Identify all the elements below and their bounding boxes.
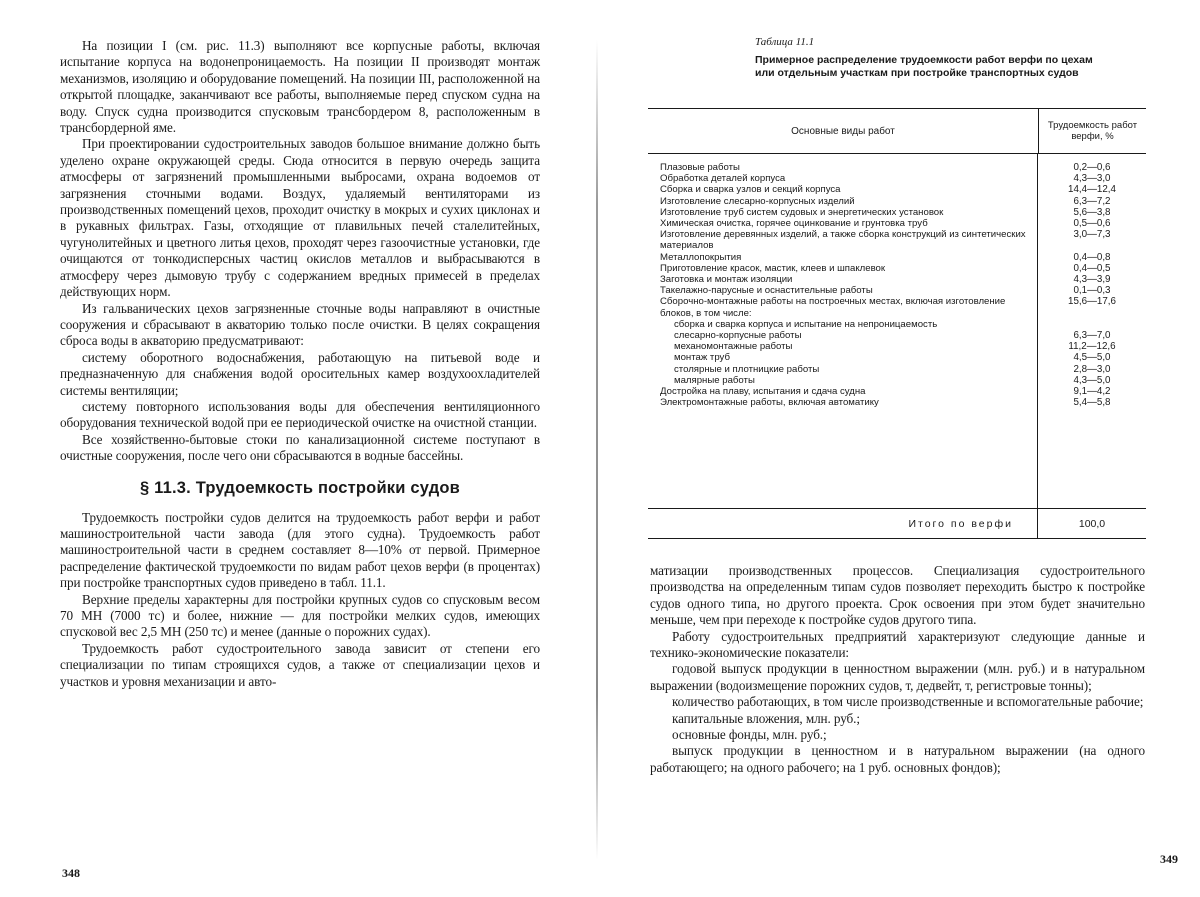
table-row — [660, 285, 1029, 296]
work-type-column — [648, 154, 1038, 508]
work-type-cell: столярные и плотницкие работы — [660, 364, 1029, 375]
paragraph: систему повторного использования воды для обеспечения вентиляционного оборудования технической водой при ее периодической очистке на очистной станции. — [60, 399, 540, 432]
table-row — [660, 319, 1029, 330]
table-row — [660, 229, 1029, 251]
paragraph: матизации производственных процессов. Специализация судостроительного производства на определенным типам судов позволяет переходить быстро к постройке судов одного типа, но другого проекта. Срок освоения при этом будет значительно меньше, чем при переходе к постройке судов другого типа. — [650, 563, 1145, 629]
table-row — [660, 184, 1029, 195]
labor-percent-cell: 6,3—7,0 — [1038, 330, 1146, 341]
table-row — [660, 330, 1029, 341]
work-type-cell: Такелажно-парусные и оснастительные работы — [660, 285, 1029, 296]
work-type-cell: Изготовление слесарно-корпусных изделий — [660, 196, 1029, 207]
work-type-cell: малярные работы — [660, 375, 1029, 386]
column-header-work-type: Основные виды работ — [648, 109, 1039, 153]
paragraph: капитальные вложения, млн. руб.; — [650, 711, 1145, 727]
right-text-column — [650, 563, 1145, 776]
table-row — [660, 274, 1029, 285]
work-type-cell: Изготовление деревянных изделий, а также сборка конструкций из синтетических материалов — [660, 229, 1029, 251]
labor-percent-cell — [1038, 319, 1146, 330]
work-type-cell: Сборка и сварка узлов и секций корпуса — [660, 184, 1029, 195]
table-body — [648, 154, 1146, 508]
labor-percent-cell: 0,4—0,8 — [1038, 252, 1146, 263]
work-type-cell: Электромонтажные работы, включая автоматику — [660, 397, 1029, 408]
total-value: 100,0 — [1038, 509, 1146, 539]
paragraph: выпуск продукции в ценностном и в натуральном выражении (на одного работающего; на одного рабочего; на 1 руб. основных фондов); — [650, 743, 1145, 776]
paragraph: систему оборотного водоснабжения, работающую на питьевой воде и предназначенную для снабжения водой оросительных камер воздухоохладителей системы вентиляции; — [60, 350, 540, 399]
right-page — [600, 0, 1200, 897]
total-label: Итого по верфи — [648, 509, 1038, 539]
paragraph: На позиции I (см. рис. 11.3) выполняют все корпусные работы, включая испытание корпуса на водонепроницаемость. На позиции II производят монтаж механизмов, изоляцию и оборудование помещений. На позиции III, расположенной на открытой площадке, заканчивают все работы, выполняемые перед спуском судна на воду. Спуск судна производится спусковым трансбордером 8, расположенным в трансбордерной яме. — [60, 38, 540, 136]
paragraph: Верхние пределы характерны для постройки крупных судов со спусковым весом 70 МН (7000 тс) и более, нижние — для постройки мелких судов, имеющих спусковой вес 2,5 МН (250 тс) и менее (данные о порожних судах). — [60, 592, 540, 641]
table-header — [648, 109, 1146, 154]
work-type-cell: Химическая очистка, горячее оцинкование и грунтовка труб — [660, 218, 1029, 229]
labor-percent-cell: 2,8—3,0 — [1038, 364, 1146, 375]
table-row — [660, 386, 1029, 397]
paragraph: Из гальванических цехов загрязненные сточные воды направляют в очистные сооружения и сбрасывают в акваторию только после очистки. В целях сокращения сброса воды в акваторию предусматривают: — [60, 301, 540, 350]
labor-percent-cell: 3,0—7,3 — [1038, 229, 1146, 251]
paragraph: При проектировании судостроительных заводов большое внимание должно быть уделено охране окружающей среды. Сюда относится в первую очередь защита атмосферы от загрязнений промышленными выбросами, охрана водоемов от загрязнения сточными водами. Воздух, удаляемый вентиляторами из производственных помещений цехов, проходит очистку в мокрых и сухих циклонах и в рукавных фильтрах. Газы, отходящие от плавильных печей сталелитейных, чугунолитейных и цветного литья цехов, проходят через газоочистные установки, где очищаются от тонкодисперсных частиц окислов металлов и выбрасываются в атмосферу через дымовую трубу с содержанием вредных примесей в пределах действующих норм. — [60, 136, 540, 300]
table-caption — [755, 36, 1115, 79]
table-row — [660, 375, 1029, 386]
labor-percent-cell: 9,1—4,2 — [1038, 386, 1146, 397]
labor-percent-cell: 4,3—5,0 — [1038, 375, 1146, 386]
work-type-cell: слесарно-корпусные работы — [660, 330, 1029, 341]
table-row — [660, 162, 1029, 173]
page-number-left: 348 — [62, 866, 80, 881]
work-distribution-table — [648, 108, 1146, 539]
labor-percent-cell: 5,4—5,8 — [1038, 397, 1146, 408]
labor-percent-cell: 5,6—3,8 — [1038, 207, 1146, 218]
labor-percent-cell: 0,4—0,5 — [1038, 263, 1146, 274]
paragraph: основные фонды, млн. руб.; — [650, 727, 1145, 743]
labor-percent-column — [1038, 154, 1146, 508]
paragraph: Трудоемкость постройки судов делится на трудоемкость работ верфи и работ машиностроительной части завода (для этого судна). Трудоемкость работ машиностроительной части в среднем составляет 8—10% от первой. Примерное распределение фактической трудоемкости по видам работ цехов верфи (в процентах) при постройке транспортных судов приведено в табл. 11.1. — [60, 510, 540, 592]
table-row — [660, 397, 1029, 408]
paragraph: Все хозяйственно-бытовые стоки по канализационной системе поступают в очистные сооружения, после чего они сбрасываются в водные бассейны. — [60, 432, 540, 465]
table-row — [660, 207, 1029, 218]
table-row — [660, 263, 1029, 274]
work-type-cell: Изготовление труб систем судовых и энергетических установок — [660, 207, 1029, 218]
table-row — [660, 252, 1029, 263]
table-row — [660, 196, 1029, 207]
work-type-cell: Приготовление красок, мастик, клеев и шпаклевок — [660, 263, 1029, 274]
labor-percent-cell: 11,2—12,6 — [1038, 341, 1146, 352]
table-row — [660, 296, 1029, 318]
page-number-right: 349 — [1160, 852, 1178, 867]
work-type-cell: Заготовка и монтаж изоляции — [660, 274, 1029, 285]
paragraph: Работу судостроительных предприятий характеризуют следующие данные и технико-экономические показатели: — [650, 629, 1145, 662]
table-total-row — [648, 508, 1146, 539]
section-title: § 11.3. Трудоемкость постройки судов — [60, 479, 540, 498]
labor-percent-cell: 6,3—7,2 — [1038, 196, 1146, 207]
paragraph: количество работающих, в том числе производственные и вспомогательные рабочие; — [650, 694, 1145, 710]
labor-percent-cell: 0,2—0,6 — [1038, 162, 1146, 173]
work-type-cell: Сборочно-монтажные работы на построечных местах, включая изготовление блоков, в том числе: — [660, 296, 1029, 318]
labor-percent-cell: 15,6—17,6 — [1038, 296, 1146, 318]
work-type-cell: сборка и сварка корпуса и испытание на непроницаемость — [660, 319, 1029, 330]
labor-percent-cell: 4,3—3,0 — [1038, 173, 1146, 184]
table-row — [660, 173, 1029, 184]
table-row — [660, 341, 1029, 352]
book-gutter — [596, 40, 598, 860]
paragraph: Трудоемкость работ судостроительного завода зависит от степени его специализации по типам строящихся судов, а также от специализации цехов и участков и уровня механизации и авто- — [60, 641, 540, 690]
table-label: Таблица 11.1 — [755, 36, 1115, 48]
labor-percent-cell: 0,1—0,3 — [1038, 285, 1146, 296]
table-row — [660, 364, 1029, 375]
labor-percent-cell: 4,5—5,0 — [1038, 352, 1146, 363]
work-type-cell: монтаж труб — [660, 352, 1029, 363]
table-row — [660, 352, 1029, 363]
labor-percent-cell: 0,5—0,6 — [1038, 218, 1146, 229]
table-title: Примерное распределение трудоемкости работ верфи по цехам или отдельным участкам при постройке транспортных судов — [755, 54, 1115, 79]
table-row — [660, 218, 1029, 229]
work-type-cell: Обработка деталей корпуса — [660, 173, 1029, 184]
column-header-labor-percent: Трудоемкость работ верфи, % — [1039, 109, 1146, 153]
paragraph: годовой выпуск продукции в ценностном выражении (млн. руб.) и в натуральном выражении (водоизмещение порожних судов, т, дедвейт, т, регистровые тонны); — [650, 661, 1145, 694]
left-page — [0, 0, 600, 897]
labor-percent-cell: 14,4—12,4 — [1038, 184, 1146, 195]
work-type-cell: Плазовые работы — [660, 162, 1029, 173]
left-text-column — [60, 38, 540, 690]
labor-percent-cell: 4,3—3,9 — [1038, 274, 1146, 285]
work-type-cell: механомонтажные работы — [660, 341, 1029, 352]
work-type-cell: Металлопокрытия — [660, 252, 1029, 263]
work-type-cell: Достройка на плаву, испытания и сдача судна — [660, 386, 1029, 397]
